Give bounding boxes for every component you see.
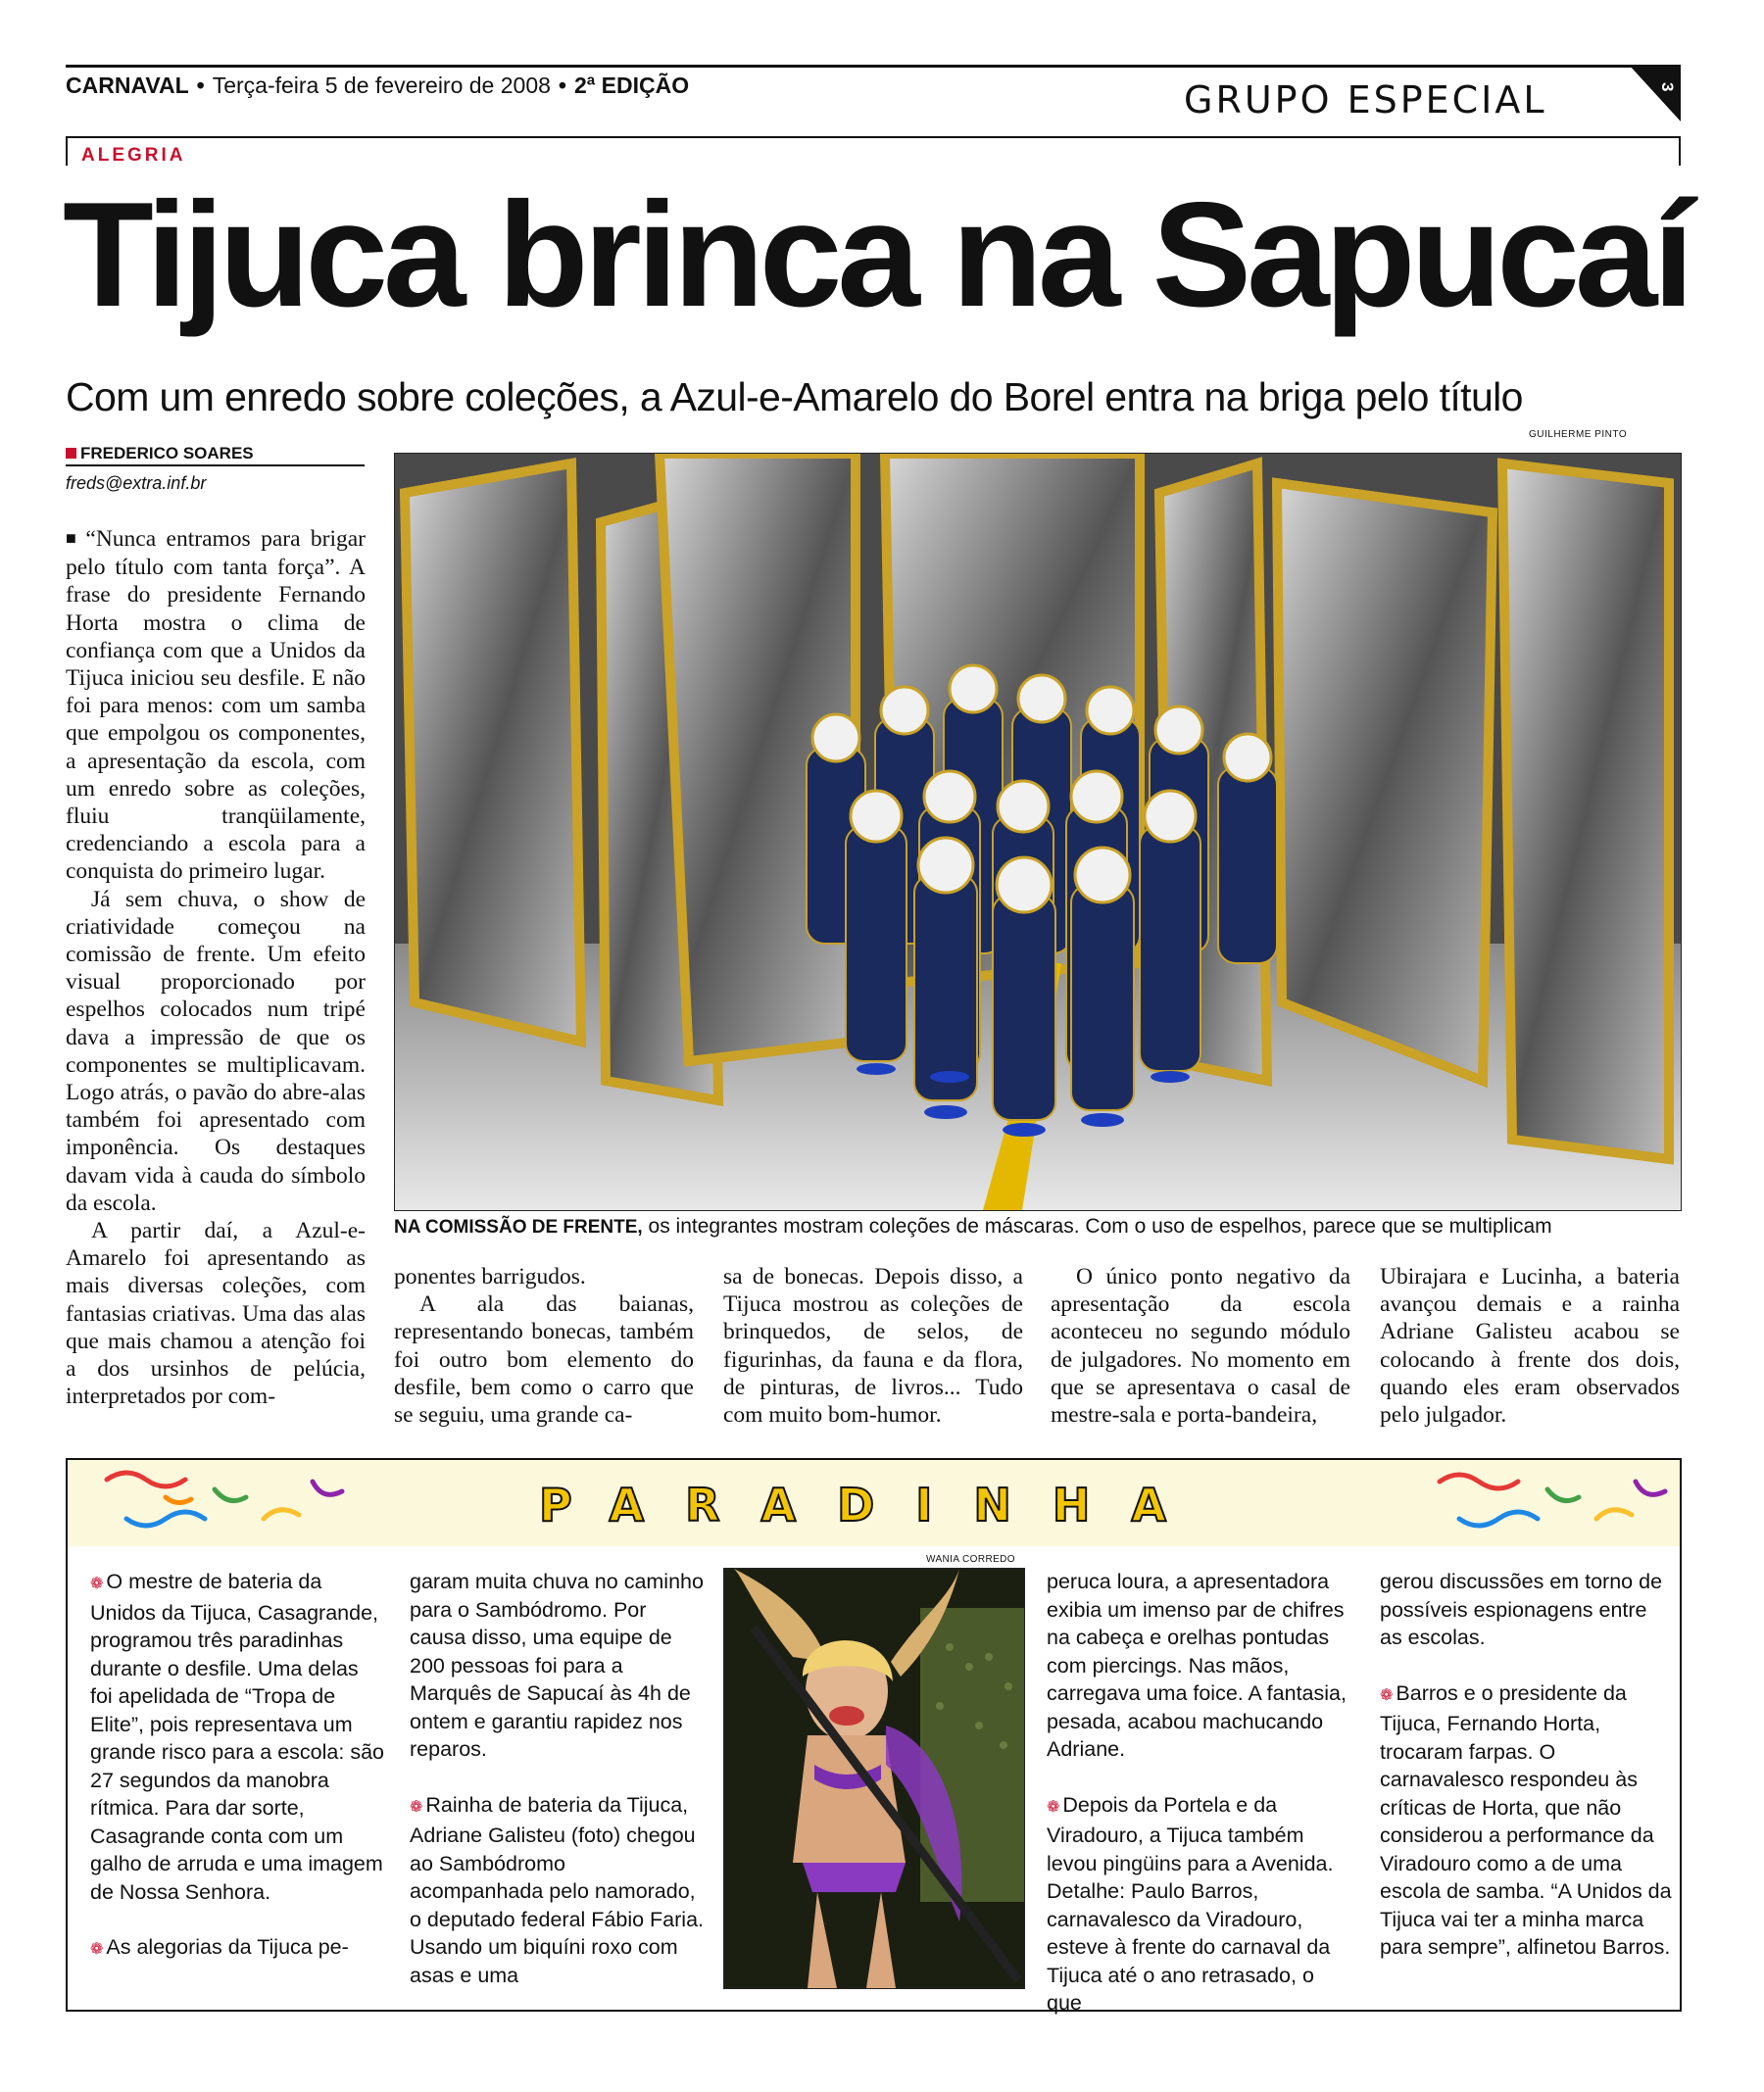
page-number: 3 (1658, 82, 1677, 92)
byline-marker (66, 448, 76, 459)
flower-bullet-icon: ❁ (90, 1941, 104, 1958)
article-paragraph: O único ponto negativo da apresentação da escola aconteceu no segundo módulo de julgadores. No momento em que se apresentava o casal de mestre-sala e porta-bandeira, (1051, 1264, 1350, 1429)
sidebar-photo (723, 1568, 1025, 1989)
sidebar-note: ❁ Rainha de bateria da Tijuca, Adriane Galisteu (foto) chegou ao Sambódromo acompanhada pelo namorado, o deputado federal Fábio Faria. Usando um biquíni roxo com asas e uma (410, 1792, 705, 1987)
confetti-decoration (68, 1460, 1680, 1546)
flower-bullet-icon: ❁ (90, 1576, 104, 1592)
sidebar-photo-credit: WANIA CORREDO (926, 1554, 1015, 1565)
flower-bullet-icon: ❁ (1047, 1798, 1060, 1816)
article-column-2 (394, 1263, 694, 1439)
header-bottom-rule (66, 136, 1681, 138)
sidebar-note: ❁ Depois da Portela e da Viradouro, a Tijuca também levou pingüins para a Avenida. Detalhe: Paulo Barros, carnavalesco da Viradouro, esteve à frente do carnaval da Tijuca até o ano retrasado, o que (1047, 1792, 1334, 2015)
sidebar-column-1 (90, 1568, 384, 1992)
byline-rule (66, 464, 365, 466)
article-column-1 (66, 525, 366, 1436)
header-top-rule (66, 65, 1681, 68)
main-photo (394, 453, 1682, 1211)
section-name: CARNAVAL (66, 73, 189, 98)
flower-bullet-icon: ❁ (1380, 1686, 1394, 1704)
article-paragraph: sa de bonecas. Depois disso, a Tijuca mostrou as coleções de brinquedos, de selos, de figurinhas, da fauna e da flora, de pinturas, de livros... Tudo com muito bom-humor. (723, 1264, 1023, 1429)
group-label: GRUPO ESPECIAL (1184, 78, 1547, 122)
sidebar-note: ❁ O mestre de bateria da Unidos da Tijuca, Casagrande, programou três paradinhas durante o desfile. Uma delas foi apelidada de “Tropa de Elite”, pois representava um grande risco para a escola: são 27 segundos da manobra rítmica. Para dar sorte, Casagrande conta com um galho de arruda e uma imagem de Nossa Senhora. (90, 1570, 384, 1904)
sidebar-column-5 (1380, 1568, 1674, 1989)
issue-date: Terça-feira 5 de fevereiro de 2008 (212, 73, 551, 98)
sidebar-column-2 (410, 1568, 704, 2017)
sidebar-note: ❁ Barros e o presidente da Tijuca, Fernando Horta, trocaram farpas. O carnavalesco respondeu às críticas de Horta, que não considerou a performance da Viradouro como a de uma escola de samba. “A Unidos da Tijuca vai ter a minha marca para sempre”, alfinetou Barros. (1380, 1680, 1672, 1959)
sidebar-note: gerou discussões em torno de possíveis espionagens entre as escolas. (1380, 1570, 1663, 1649)
sidebar-note: garam muita chuva no caminho para o Sambódromo. Por causa disso, uma equipe de 200 pessoas foi para a Marquês de Sapucaí às 4h de ontem e garantiu rapidez nos reparos. (410, 1570, 704, 1761)
caption-text: os integrantes mostram coleções de máscaras. Com o uso de espelhos, parece que se multiplicam (642, 1215, 1552, 1238)
edition-label: 2ª EDIÇÃO (573, 73, 690, 98)
sidebar-note: peruca loura, a apresentadora exibia um imenso par de chifres na cabeça e orelhas pontudas com piercings. Nas mãos, carregava uma foice. A fantasia, pesada, acabou machucando Adriane. (1047, 1570, 1347, 1761)
article-column-4 (1051, 1263, 1350, 1439)
photo-credit: GUILHERME PINTO (1529, 429, 1628, 440)
article-column-3 (723, 1263, 1023, 1439)
header-right-tick (1679, 136, 1681, 166)
headline: Tijuca brinca na Sapucaí (63, 171, 1690, 338)
header-dateline: CARNAVAL • Terça-feira 5 de fevereiro de 2008 • 2ª EDIÇÃO (66, 73, 690, 98)
flower-bullet-icon: ❁ (410, 1798, 423, 1816)
article-paragraph: ■ “Nunca entramos para brigar pelo título com tanta força”. A frase do presidente Fernando Horta mostra o clima de confiança com que a Unidos da Tijuca iniciou seu desfile. E não foi para menos: com um samba que empolgou os componentes, a apresentação da escola, com um enredo sobre as coleções, fluiu tranqüilamente, credenciando a escola para a conquista do primeiro lugar. (66, 525, 366, 886)
article-paragraph: ponentes barrigudos. (394, 1264, 586, 1289)
header-left-tick (66, 136, 68, 166)
page-number-corner (1629, 65, 1681, 122)
article-column-5 (1380, 1263, 1680, 1439)
author-name: FREDERICO SOARES (80, 444, 254, 462)
caption-lead: NA COMISSÃO DE FRENTE, (394, 1217, 643, 1238)
carnival-queen-illustration (724, 1569, 1024, 1988)
subheadline: Com um enredo sobre coleções, a Azul-e-Amarelo do Borel entra na briga pelo título (66, 374, 1523, 419)
article-paragraph: A ala das baianas, representando bonecas, também foi outro bom elemento do desfile, bem como o carro que se seguiu, uma grande ca- (394, 1291, 694, 1429)
kicker: ALEGRIA (81, 145, 186, 166)
author-email[interactable]: freds@extra.inf.br (66, 473, 207, 493)
article-paragraph: A partir daí, a Azul-e-Amarelo foi apresentando as mais diversas coleções, com fantasias criativas. Uma das alas que mais chamou a atenção foi a dos ursinhos de pelúcia, interpretados por com- (66, 1218, 366, 1410)
photo-caption (394, 1215, 1688, 1239)
sidebar-note: ❁ As alegorias da Tijuca pe- (90, 1935, 349, 1959)
sidebar-column-4 (1047, 1568, 1350, 2045)
article-paragraph: Ubirajara e Lucinha, a bateria avançou demais e a rainha Adriane Galisteu acabou se colocando à frente dos dois, quando eles eram observados pelo julgador. (1380, 1264, 1680, 1429)
article-paragraph: Já sem chuva, o show de criatividade começou na comissão de frente. Um efeito visual proporcionado por espelhos colocados num tripé dava a impressão de que os componentes se multiplicavam. Logo atrás, o pavão do abre-alas também foi apresentado com imponência. Os destaques davam vida à cauda do símbolo da escola. (66, 886, 366, 1216)
mirror-commission-illustration (395, 454, 1681, 1210)
paradinha-title: PARADINHA (538, 1479, 1208, 1532)
paradinha-banner (68, 1460, 1680, 1546)
byline (66, 444, 254, 463)
